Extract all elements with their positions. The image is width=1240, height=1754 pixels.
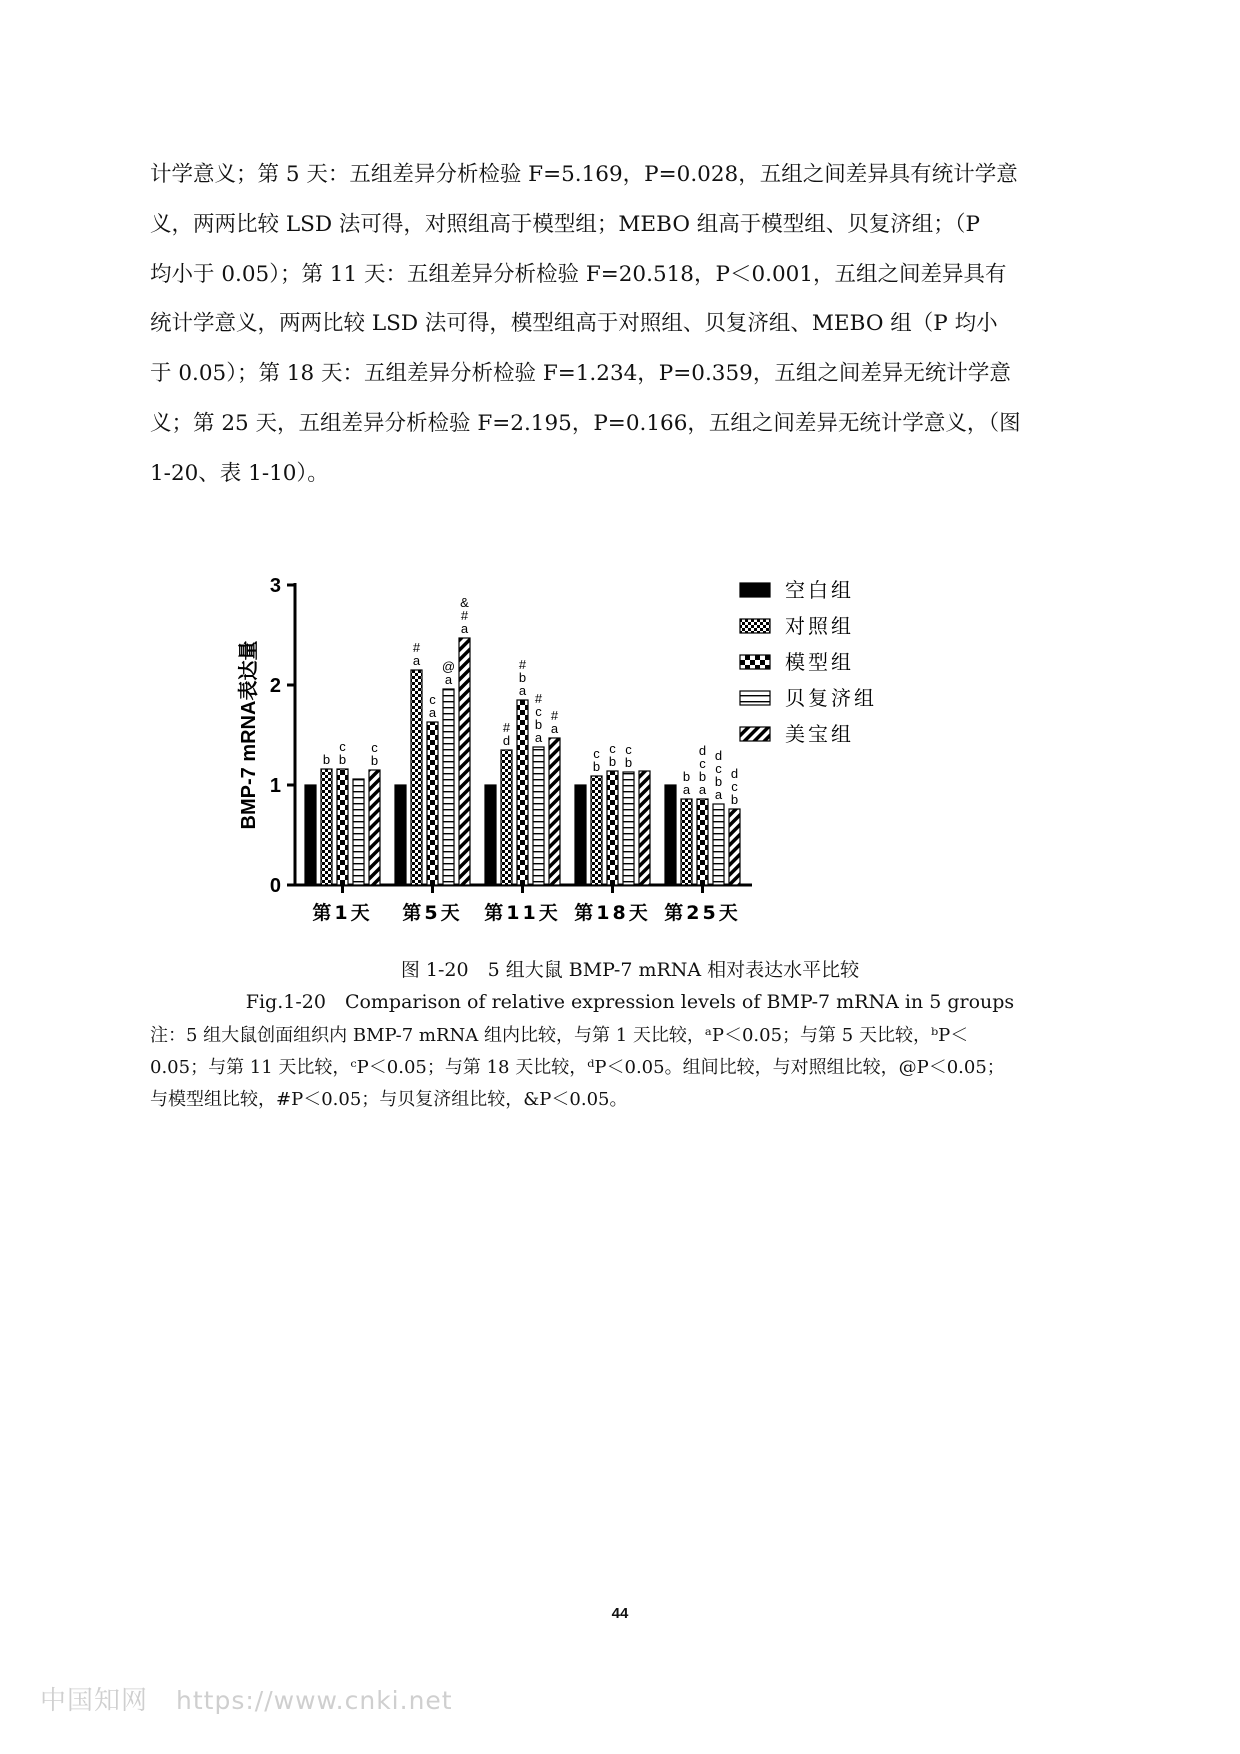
y-tick-label: 3: [269, 575, 281, 597]
bar: [713, 804, 724, 885]
significance-label: &: [460, 595, 469, 610]
legend-label: 模型组: [785, 650, 854, 674]
watermark-url: https://www.cnki.net: [176, 1686, 453, 1715]
significance-label: b: [698, 769, 707, 784]
bar: [411, 670, 422, 885]
y-tick-label: 1: [269, 775, 281, 797]
body-paragraph: [150, 150, 1100, 499]
paragraph-line: 统计学意义，两两比较 LSD 法可得，模型组高于对照组、贝复济组、MEBO 组（P 均小: [150, 311, 998, 337]
cnki-watermark: [40, 1680, 453, 1717]
note-line: 0.05；与第 11 天比较，ᶜP＜0.05；与第 18 天比较，ᵈP＜0.05。组间比较，与对照组比较，@P＜0.05；: [150, 1057, 1005, 1078]
x-tick-label: 第5天: [402, 902, 463, 924]
significance-label: c: [625, 742, 632, 757]
significance-label: c: [699, 756, 706, 771]
significance-label: #: [518, 657, 527, 672]
legend-label: 美宝组: [785, 722, 854, 746]
paragraph-line: 1-20、表 1-10）。: [150, 460, 329, 486]
paragraph-line: 义，两两比较 LSD 法可得，对照组高于模型组；MEBO 组高于模型组、贝复济组；（P: [150, 211, 981, 237]
significance-label: #: [460, 608, 469, 623]
legend-swatch: [740, 583, 770, 597]
significance-label: c: [715, 761, 722, 776]
bar: [607, 771, 618, 885]
bar: [681, 799, 692, 885]
figure-caption-cn: 图 1-20 5 组大鼠 BMP-7 mRNA 相对表达水平比较: [400, 959, 860, 981]
significance-label: #: [550, 708, 559, 723]
x-tick-label: 第25天: [664, 902, 741, 924]
bar: [459, 638, 470, 885]
significance-label: @: [441, 659, 456, 674]
bar: [427, 722, 438, 885]
bar: [575, 785, 586, 885]
bar: [443, 689, 454, 885]
significance-label: #: [534, 691, 543, 706]
bar: [665, 785, 676, 885]
significance-label: b: [534, 717, 543, 732]
bar: [533, 747, 544, 885]
legend-swatch: [740, 727, 770, 741]
significance-label: b: [730, 792, 739, 807]
significance-label: b: [682, 769, 691, 784]
note-line: 注：5 组大鼠创面组织内 BMP-7 mRNA 组内比较，与第 1 天比较，ᵃP＜0.05；与第 5 天比较，ᵇP＜: [150, 1025, 969, 1046]
watermark-brand: 中国知网: [40, 1686, 149, 1716]
significance-label: b: [338, 752, 347, 767]
significance-label: d: [730, 766, 739, 781]
significance-label: a: [412, 653, 421, 668]
bar: [549, 738, 560, 885]
significance-label: b: [322, 752, 331, 767]
legend-swatch: [740, 655, 770, 669]
significance-label: a: [460, 621, 469, 636]
significance-label: a: [444, 672, 453, 687]
significance-label: c: [609, 741, 616, 756]
bar: [353, 779, 364, 885]
bar: [639, 771, 650, 885]
y-axis-label: BMP-7 mRNA表达量: [238, 640, 260, 830]
bar: [395, 785, 406, 885]
figure-bar-chart: [235, 565, 1005, 935]
significance-label: b: [518, 670, 527, 685]
bar-chart-svg: [235, 565, 1005, 935]
bar: [321, 769, 332, 885]
bar: [501, 750, 512, 885]
significance-label: b: [624, 755, 633, 770]
significance-label: a: [714, 787, 723, 802]
significance-label: a: [428, 705, 437, 720]
figure-caption-en: Fig.1-20 Comparison of relative expression levels of BMP-7 mRNA in 5 groups: [245, 991, 1015, 1013]
x-tick-label: 第1天: [312, 902, 373, 924]
paragraph-line: 于 0.05）；第 18 天：五组差异分析检验 F=1.234，P=0.359，五组之间差异无统计学意: [150, 361, 1011, 387]
significance-label: c: [593, 746, 600, 761]
legend-swatch: [740, 619, 770, 633]
significance-label: a: [682, 782, 691, 797]
significance-label: c: [731, 779, 738, 794]
significance-label: c: [535, 704, 542, 719]
bar: [485, 785, 496, 885]
bar: [697, 799, 708, 885]
x-tick-label: 第11天: [484, 902, 561, 924]
significance-label: d: [714, 748, 723, 763]
bar: [591, 776, 602, 885]
significance-label: b: [608, 754, 617, 769]
legend-swatch: [740, 691, 770, 705]
bar: [337, 769, 348, 885]
significance-label: d: [698, 743, 707, 758]
bar: [369, 770, 380, 885]
y-tick-label: 2: [269, 675, 281, 697]
bar: [517, 700, 528, 885]
significance-label: #: [502, 720, 511, 735]
paragraph-line: 计学意义；第 5 天：五组差异分析检验 F=5.169，P=0.028，五组之间差异具有统计学意: [150, 162, 1018, 187]
significance-label: c: [339, 739, 346, 754]
significance-label: #: [412, 640, 421, 655]
significance-label: a: [698, 782, 707, 797]
significance-label: a: [534, 730, 543, 745]
significance-label: b: [592, 759, 601, 774]
significance-label: b: [714, 774, 723, 789]
y-tick-label: 0: [269, 875, 281, 897]
significance-label: d: [502, 733, 511, 748]
paragraph-line: 义；第 25 天，五组差异分析检验 F=2.195，P=0.166，五组之间差异无统计学意义，（图: [150, 410, 1021, 436]
legend-label: 贝复济组: [785, 686, 877, 710]
significance-label: a: [550, 721, 559, 736]
page-number: 44: [611, 1605, 629, 1622]
bar: [623, 772, 634, 885]
bar: [729, 809, 740, 885]
figure-note: [150, 1020, 1100, 1116]
note-line: 与模型组比较，#P＜0.05；与贝复济组比较，&P＜0.05。: [150, 1089, 628, 1110]
legend-label: 对照组: [785, 614, 854, 638]
significance-label: c: [429, 692, 436, 707]
significance-label: b: [370, 753, 379, 768]
significance-label: a: [518, 683, 527, 698]
legend-label: 空白组: [785, 578, 854, 602]
significance-label: c: [371, 740, 378, 755]
paragraph-line: 均小于 0.05）；第 11 天：五组差异分析检验 F=20.518，P＜0.001，五组之间差异具有: [150, 261, 1007, 287]
x-tick-label: 第18天: [574, 902, 651, 924]
bar: [305, 785, 316, 885]
